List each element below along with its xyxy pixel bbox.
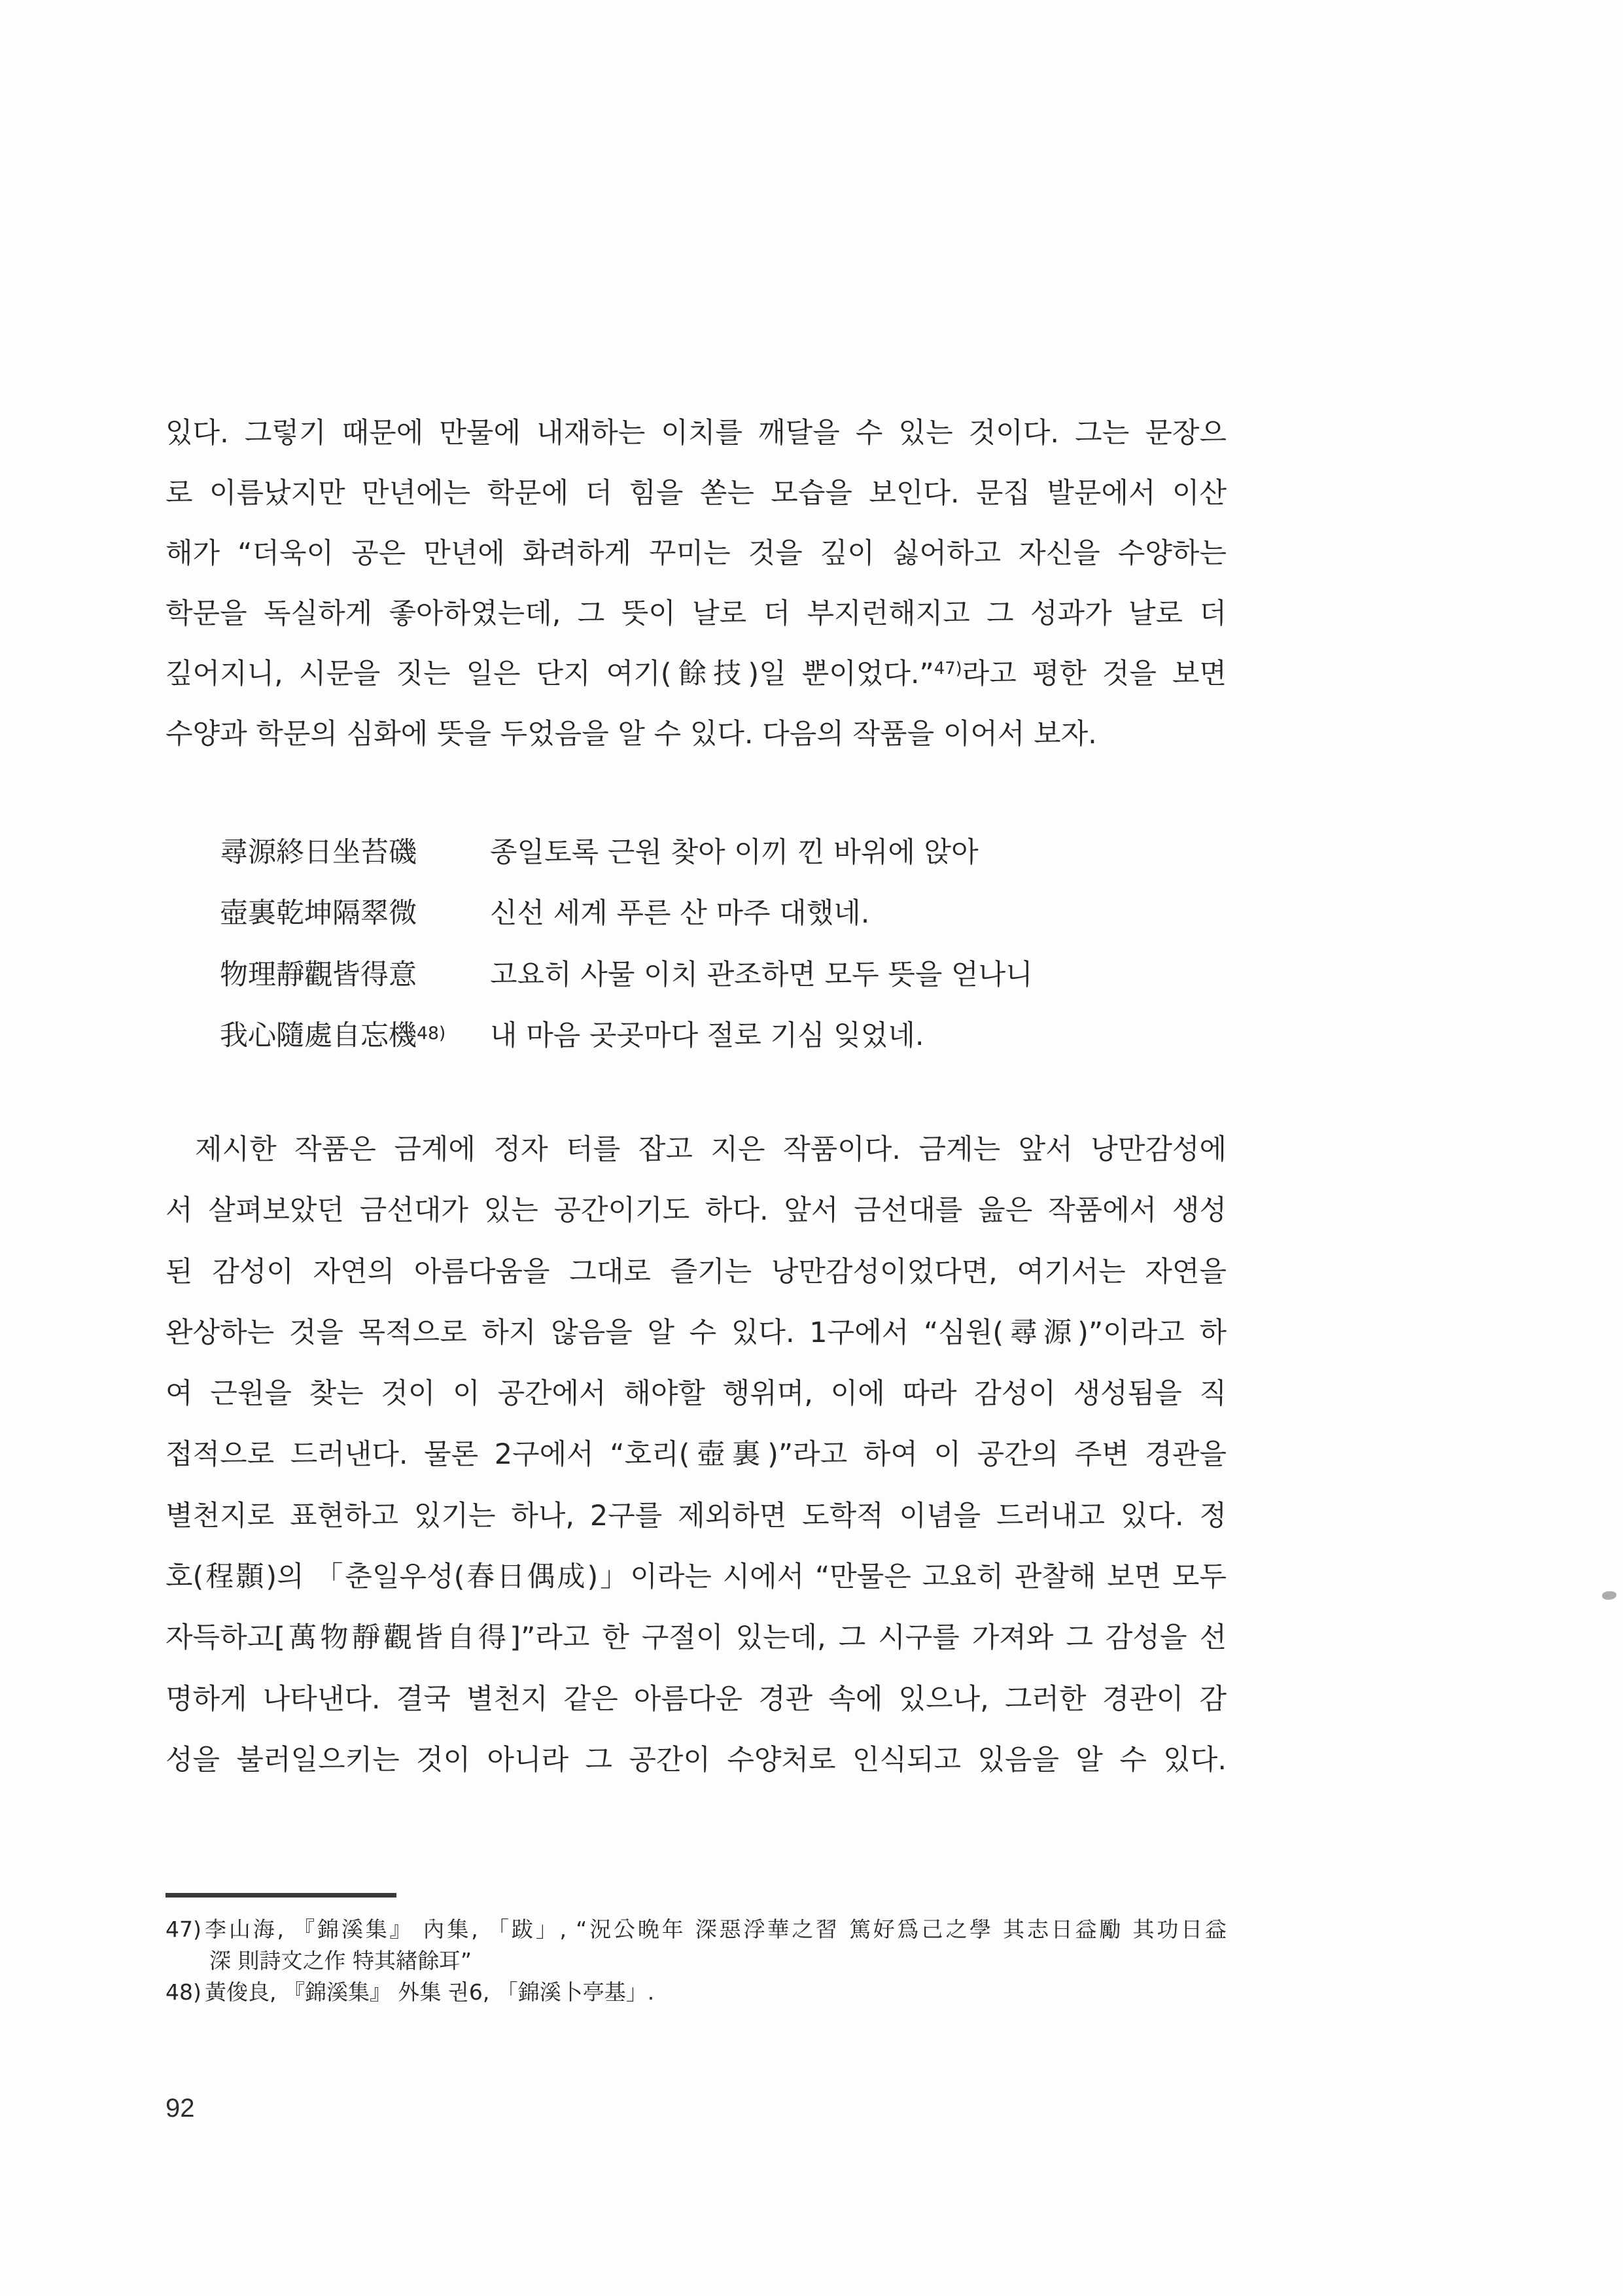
paragraph-line: 성을 불러일으키는 것이 아니라 그 공간이 수양처로 인식되고 있음을 알 수 있다.	[166, 1743, 1227, 1776]
footnotes	[166, 1914, 1227, 2008]
poem-verse	[220, 822, 1227, 883]
page-number: 92	[166, 2094, 195, 2123]
footnote-text: 深 則詩文之作 特其緖餘耳”	[209, 1948, 472, 1973]
footnote-divider	[166, 1893, 396, 1898]
poem-translation: 내 마음 곳곳마다 절로 기심 잊었네.	[490, 1019, 924, 1052]
paragraph-line: 호(程顥)의 「춘일우성(春日偶成)」이라는 시에서 “만물은 고요히 관찰해 보면 모두	[166, 1561, 1227, 1594]
footnote-47-continued	[166, 1945, 1227, 1977]
body-paragraph-1	[166, 403, 1227, 764]
paragraph-line: 로 이름났지만 만년에는 학문에 더 힘을 쏟는 모습을 보인다. 문집 발문에서 이산	[166, 477, 1227, 510]
quoted-poem	[220, 822, 1227, 1067]
text-segment: 라고 평한 것을 보면	[962, 658, 1227, 690]
poem-hanja: 壺裏乾坤隔翠微	[220, 897, 417, 930]
footnote-48	[166, 1977, 1227, 2008]
paragraph-line: 자득하고[萬物靜觀皆自得]”라고 한 구절이 있는데, 그 시구를 가져와 그 감성을 선	[166, 1621, 1227, 1655]
paragraph-line: 명하게 나타낸다. 결국 별천지 같은 아름다운 경관 속에 있으나, 그러한 경관이 감	[166, 1682, 1227, 1716]
paragraph-line: 된 감성이 자연의 아름다움을 그대로 즐기는 낭만감성이었다면, 여기서는 자연을	[166, 1255, 1227, 1288]
footnote-number: 48)	[166, 1979, 201, 2005]
footnote-text: 李山海, 『錦溪集』 內集, 「跋」, “況公晩年 深惡浮華之習 篤好爲己之學 其志日益勵 其功日益	[205, 1916, 1227, 1942]
paragraph-line: 여 근원을 찾는 것이 이 공간에서 해야할 행위며, 이에 따라 감성이 생성됨을 직	[166, 1377, 1227, 1411]
poem-verse	[220, 1006, 1227, 1067]
footnote-ref: 47)	[934, 658, 962, 679]
paragraph-line: 있다. 그렇기 때문에 만물에 내재하는 이치를 깨달을 수 있는 것이다. 그는 문장으	[166, 417, 1227, 450]
text-segment: 깊어지니, 시문을 짓는 일은 단지 여기(餘技)일 뿐이었다.”	[166, 658, 934, 690]
scan-smudge	[1602, 1591, 1616, 1600]
footnote-text: 黃俊良, 『錦溪集』 外集 권6, 「錦溪卜亭基」.	[205, 1979, 655, 2005]
poem-hanja: 我心隨處自忘機	[220, 1019, 417, 1052]
paragraph-line: 완상하는 것을 목적으로 하지 않음을 알 수 있다. 1구에서 “심원(尋源)”이라고 하	[166, 1316, 1227, 1349]
poem-hanja: 物理靜觀皆得意	[220, 958, 417, 991]
poem-verse	[220, 883, 1227, 944]
footnote-number: 47)	[166, 1916, 201, 1942]
paragraph-line: 제시한 작품은 금계에 정자 터를 잡고 지은 작품이다. 금계는 앞서 낭만감성에	[195, 1133, 1227, 1166]
footnote-ref: 48)	[417, 1023, 446, 1044]
poem-verse	[220, 945, 1227, 1006]
paragraph-line: 학문을 독실하게 좋아하였는데, 그 뜻이 날로 더 부지런해지고 그 성과가 날로 더	[166, 597, 1227, 630]
poem-translation: 신선 세계 푸른 산 마주 대했네.	[490, 897, 870, 930]
paragraph-line: 해가 “더욱이 공은 만년에 화려하게 꾸미는 것을 깊이 싫어하고 자신을 수양하는	[166, 537, 1227, 570]
body-paragraph-2	[166, 1120, 1227, 1791]
paragraph-line	[166, 644, 1227, 704]
poem-translation: 종일토록 근원 찾아 이끼 낀 바위에 앉아	[490, 836, 979, 869]
poem-translation: 고요히 사물 이치 관조하면 모두 뜻을 얻나니	[490, 958, 1033, 991]
paragraph-line: 접적으로 드러낸다. 물론 2구에서 “호리(壺裏)”라고 하여 이 공간의 주변 경관을	[166, 1438, 1227, 1472]
footnote-47	[166, 1914, 1227, 1945]
paragraph-line: 서 살펴보았던 금선대가 있는 공간이기도 하다. 앞서 금선대를 읊은 작품에서 생성	[166, 1194, 1227, 1227]
poem-hanja: 尋源終日坐苔磯	[220, 836, 417, 869]
paragraph-line: 수양과 학문의 심화에 뜻을 두었음을 알 수 있다. 다음의 작품을 이어서 보자.	[166, 718, 1097, 751]
poem-hanja-cell	[220, 1006, 490, 1067]
paragraph-line: 별천지로 표현하고 있기는 하나, 2구를 제외하면 도학적 이념을 드러내고 있다. 정	[166, 1499, 1227, 1532]
